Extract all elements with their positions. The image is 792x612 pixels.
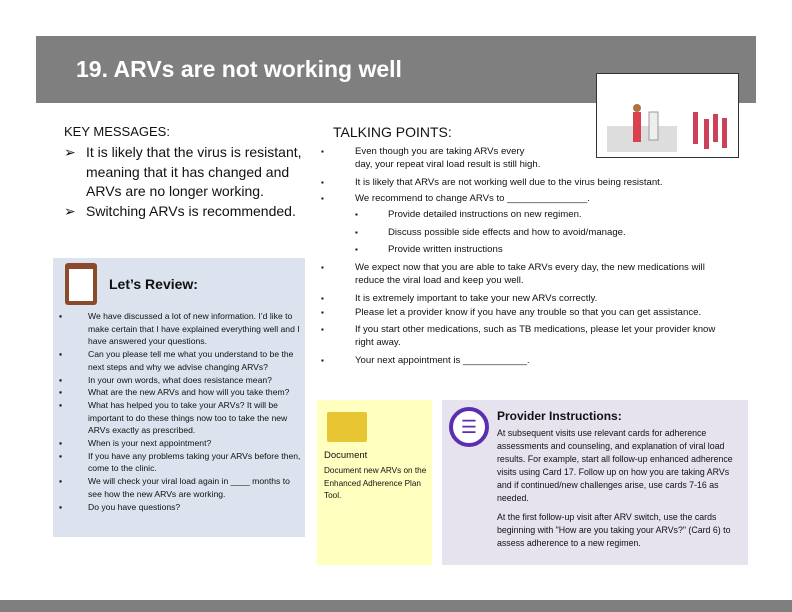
review-heading: Let’s Review: bbox=[109, 276, 198, 292]
list-item: ▪ It is likely that ARVs are not working well due to the virus being resistant. bbox=[321, 175, 733, 191]
key-messages-heading: KEY MESSAGES: bbox=[64, 124, 170, 139]
list-item: ➢ Switching ARVs is recommended. bbox=[64, 202, 309, 222]
key-messages bbox=[64, 124, 309, 221]
list-item: ▪ What are the new ARVs and how will you take them? bbox=[59, 386, 304, 399]
list-item: ▪ Even though you are taking ARVs every day, your repeat viral load result is still high. bbox=[321, 146, 733, 171]
list-item: ▪ It is extremely important to take your new ARVs correctly. bbox=[321, 291, 733, 307]
list-item: ▪ We recommend to change ARVs to _______________. bbox=[321, 191, 733, 207]
list-item: ▪ Your next appointment is ____________. bbox=[321, 353, 733, 369]
document-box bbox=[317, 400, 432, 565]
provider-instructions-box bbox=[442, 400, 748, 565]
list-item: ▪ Provide detailed instructions on new regimen. bbox=[321, 206, 733, 224]
talking-points-heading: TALKING POINTS: bbox=[333, 124, 452, 140]
provider-heading: Provider Instructions: bbox=[497, 409, 622, 423]
folder-icon bbox=[327, 412, 367, 442]
list-item: ▪ Discuss possible side effects and how to avoid/manage. bbox=[321, 224, 733, 242]
list-item: ▪ We will check your viral load again in ____ months to see how the new ARVs are working. bbox=[59, 475, 304, 500]
document-text: Document new ARVs on the Enhanced Adherence Plan Tool. bbox=[324, 466, 427, 500]
clipboard-icon bbox=[65, 263, 97, 305]
list-item: ▪ Provide written instructions bbox=[321, 241, 733, 259]
list-item: ▪ What has helped you to take your ARVs? It will be important to do these things now too to take the new ARVs exactly as prescribed. bbox=[59, 399, 304, 437]
footer-bar bbox=[0, 600, 792, 612]
list-item: ▪ If you have any problems taking your ARVs before then, come to the clinic. bbox=[59, 450, 304, 475]
list-item: ▪ Can you please tell me what you understand to be the next steps and why we advise changing ARVs? bbox=[59, 348, 304, 373]
checklist-icon: ☰ bbox=[449, 407, 489, 447]
review-box bbox=[53, 258, 305, 537]
provider-paragraph: At subsequent visits use relevant cards for adherence assessments and counseling, and explanation of viral load results. For example, start all follow-up enhanced adherence visits using Card 17. Follow up on how you are taking ARVs and if continued/new challenges arise, use cards 7-16 as needed. bbox=[497, 428, 733, 503]
provider-paragraph: At the first follow-up visit after ARV switch, use the cards beginning with "How are you taking your ARVs?" (Card 6) to assess adherence to a new regimen. bbox=[497, 512, 731, 548]
list-item: ▪ We expect now that you are able to take ARVs every day, the new medications will reduce the viral load and keep you well. bbox=[321, 261, 733, 287]
talking-points bbox=[333, 124, 733, 369]
list-item: ▪ If you start other medications, such as TB medications, please let your provider know right away. bbox=[321, 323, 733, 349]
list-item: ▪ When is your next appointment? bbox=[59, 437, 304, 450]
list-item: ▪ Do you have questions? bbox=[59, 501, 304, 514]
list-item: ▪ We have discussed a lot of new information. I’d like to make certain that I have explained everything well and I have answered your questions. bbox=[59, 310, 304, 348]
list-item: ➢ It is likely that the virus is resistant, meaning that it has changed and ARVs are no longer working. bbox=[64, 143, 309, 202]
page-title: 19. ARVs are not working well bbox=[76, 56, 402, 82]
document-heading: Document bbox=[324, 450, 368, 461]
list-item: ▪ In your own words, what does resistance mean? bbox=[59, 374, 304, 387]
list-item: ▪ Please let a provider know if you have any trouble so that you can get assistance. bbox=[321, 306, 733, 319]
